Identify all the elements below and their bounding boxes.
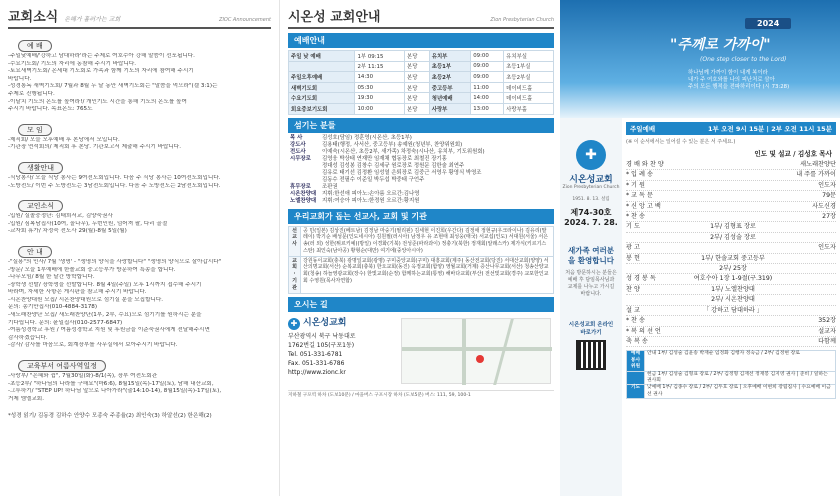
worship-cell: 주일 낮 예배 <box>289 51 355 62</box>
worship-row <box>289 82 554 93</box>
order-item-leader: 내 주를 가까이 <box>796 171 836 179</box>
verse-line: 하나님께 가까이 함이 내게 복이라 <box>688 70 768 76</box>
announcements-label-en: ZIOC Announcement <box>219 17 271 23</box>
address-line: http://www.zionc.kr <box>288 368 346 376</box>
cover-banner <box>560 0 840 118</box>
worship-cell: 유치부 <box>429 51 470 62</box>
church-brand-en: Zion Presbyterian Church <box>562 185 620 190</box>
order-item-leader: 인도자 <box>818 181 836 189</box>
staff-names: 정대성 김성봉 김창수 김세규 원로장로 정원문 김한술 최연주 <box>322 162 465 169</box>
order-item-name: * 입 례 송 <box>626 171 653 179</box>
worship-order-item <box>626 295 836 305</box>
order-item-detail: 2부/ 시온찬양대 <box>711 296 755 304</box>
worship-row <box>289 103 554 114</box>
order-item-detail <box>688 316 778 325</box>
church-info-panel <box>282 0 560 496</box>
worship-cell: 본당 <box>405 82 430 93</box>
announcement-line: 주시기 바랍니다. 목표온도: 765도 <box>8 106 93 113</box>
order-item-leader: 79문 <box>822 192 836 200</box>
staff-row <box>288 149 554 156</box>
worship-cell: 13:00 <box>471 103 504 114</box>
volunteer-category <box>627 371 645 385</box>
theme-title: "주께로 가까이" <box>670 37 771 53</box>
announcement-line: 문의: 송기만집사(010-4884-3178) <box>8 304 98 311</box>
order-item-detail <box>688 337 778 346</box>
section-label: 생활안내 <box>18 162 63 174</box>
order-item-detail <box>688 181 778 190</box>
map-road <box>462 319 466 385</box>
announcement-line: -이달치 기도의 온도를 높여라!/ 개인기도 시간을 통해 기도의 온도를 높여 <box>8 98 187 105</box>
mission-row <box>289 256 554 293</box>
worship-cell: 11:00 <box>471 82 504 93</box>
order-of-worship <box>622 118 840 496</box>
volunteer-row <box>627 351 836 371</box>
announcement-line: 바라며, 자세한 사항은 게시판을 참고해 주시기 바랍니다. <box>8 289 147 296</box>
worship-cell: 주일오후예배 <box>289 72 355 83</box>
announcements-title: 교회소식 <box>8 10 59 25</box>
welcome-subtext: 처음 방문하시는 분들은 예배 후 담임목사님과 교제를 나누고 가시길 바랍니다. <box>565 270 617 297</box>
announcement-line: -토요새벽기도회/ 온세대 기도회로 가족과 함께 기도의 자리에 참여해 주시기 <box>8 68 194 75</box>
order-item-leader: 352장 <box>818 317 836 325</box>
order-item-name <box>626 264 688 273</box>
mission-category: 교회 · 기관 <box>289 256 301 293</box>
staff-names: 김용태(행정, 사서산, 중고등부) 송예원(청년부, 찬양위원회) <box>322 141 463 148</box>
worship-cell: 10:00 <box>355 103 405 114</box>
order-item-detail <box>688 212 778 221</box>
worship-order-list <box>626 160 836 347</box>
order-item-name: * 기 원 <box>626 181 645 189</box>
worship-order-item <box>626 233 836 243</box>
worship-cell: 09:00 <box>471 51 504 62</box>
section-label: 교육부서 여름사역일정 <box>18 360 106 372</box>
announcement-line: -제직회/ 오늘 오후예배 후 본당에서 모입니다. <box>8 136 120 143</box>
qr-code-icon[interactable] <box>576 340 606 370</box>
worship-order-item <box>626 170 836 180</box>
staff-role: 휴무장로 <box>290 184 311 191</box>
section-label: 안 내 <box>18 246 52 258</box>
worship-order-item <box>626 202 836 212</box>
worship-cell: 유치부실 <box>504 51 554 62</box>
order-item-detail: 여호수아 1장 1-9절(구.319) <box>693 275 773 283</box>
staff-role: 목 사 <box>290 134 303 141</box>
worship-cell: 1부 09:15 <box>355 51 405 62</box>
order-item-leader <box>778 285 836 294</box>
service-volunteers-table <box>626 350 836 399</box>
staff-role: 전도사 <box>290 148 306 155</box>
church-logo-icon: ✚ <box>288 318 300 330</box>
staff-row <box>288 156 554 163</box>
address-line: 1762번길 105(구포1동) <box>288 341 355 349</box>
worship-cell: 회요중보기도회 <box>289 103 355 114</box>
staff-row <box>288 142 554 149</box>
founded-date: 1951. 8. 13. 설립 <box>572 197 610 202</box>
worship-cell: 사랑부홀 <box>504 103 554 114</box>
verse-line: 내가 주 여호와를 나의 피난처로 삼아 <box>688 77 775 83</box>
staff-role <box>288 170 320 177</box>
order-item-name: 성 경 봉 독 <box>626 275 656 283</box>
order-item-detail <box>688 191 778 200</box>
worship-leader: 인도 및 설교 / 김성호 목사 <box>754 150 832 158</box>
church-brand: 시온성교회 <box>569 175 613 185</box>
order-item-detail <box>688 170 778 179</box>
mission-list: 강원동이교회(충북) 광명일교회(광명) 구미중앙교회(구미) 대흥교회(제주) 동산전교회(당진) 서대산교회(양양) 서산의명교회(서산) 순복교회(충북) 한오교회(동진) 옥정교회(함양) 영월교회(거제) 증산나무교회(서산) 청송산양교회(청송) 하늘영광교회(장수) 한빛교회(순정) 함께하는교회(통영) 해바다교회(부산) 전선빛교회(경주) 교포한인교회 수영원(목사자연합) <box>301 256 554 293</box>
announcement-section <box>8 239 271 350</box>
directions-block <box>288 314 554 388</box>
worship-cell: 중고등부 <box>429 82 470 93</box>
order-item-leader: 사도신경 <box>812 202 836 210</box>
worship-cell: 05:30 <box>355 82 405 93</box>
map-road <box>402 347 552 351</box>
volunteer-category: 기도 <box>627 385 645 399</box>
staff-names: 이예숙(시온산, 초등2부, 새가족) 차정숙(시나산, 유치부, 기도위원회) <box>322 148 485 155</box>
order-item-detail: 2부/ 25장 <box>719 265 747 273</box>
missions-heading: 우리교회가 돕는 선교사, 교회 및 기관 <box>288 209 554 224</box>
worship-cell: 09:00 <box>471 61 504 72</box>
mission-list: 공 민(일본) 김상진(베트남) 김정남 마숭기(필리핀) 김세현 이진희(우간다) 김정애 정현규(우크라이나) 김유리(말레이) 박기순 배성문(인도네시아) 김원필(러시아) 남정우 유 조현태 최성웅(태국) 서교섭(인도) 서대원(서울) 서은송(러 외) 성한(튀르키예)(방일) 이경화(기북) 전성준(파라과이) 정충기(북한) 정재회(알래스카) 제가식(키르기스스탄) 최인숙(남아공) 황형순(대만) 여기에(중앙아시아) <box>301 226 554 256</box>
announcement-section <box>8 33 271 114</box>
order-item-leader <box>778 233 836 242</box>
worship-cell: 14:00 <box>471 93 504 104</box>
announcement-sections <box>8 33 271 403</box>
cover-sidebar <box>560 118 622 496</box>
order-item-name: 경 배 와 찬 양 <box>626 161 664 168</box>
announcement-line: -그루하기/ "STEP UP! 하나님 앞으로 나아가라"(출14:10-14), 8월15일(목)-17일(토), <box>8 388 222 395</box>
worship-order-item <box>626 316 836 326</box>
map-road <box>493 319 514 385</box>
order-item-name: * 찬 송 <box>626 317 645 325</box>
order-item-detail <box>688 327 778 336</box>
worship-order-item <box>626 327 836 337</box>
order-item-leader <box>778 295 836 304</box>
worship-cell: 데이비드홀 <box>504 93 554 104</box>
volunteer-category: 예배봉사위원 <box>627 351 645 371</box>
announcement-line: -장학생 선발/ 장학생을 선발합니다. 8월 4일(주일) 오후 1시까지 접수해 주시기 <box>8 281 202 288</box>
church-info-title: 시온성 교회안내 <box>288 10 381 25</box>
church-logo-icon: ✚ <box>576 140 606 170</box>
volunteer-names: 헌금 1부/ 김성술 김형표 장로 / 2부/ 김정형 김재선 정재봉 김지영 권사 | 준비 / 일하는 권사회 <box>645 371 836 385</box>
order-item-detail <box>688 160 778 169</box>
sunday-worship-times: 1부 오전 9시 15분 | 2부 오전 11시 15분 <box>708 125 832 133</box>
order-item-name <box>626 295 688 304</box>
worship-cell: 데이비드홀 <box>504 82 554 93</box>
theme-subtitle: (One step closer to the Lord) <box>700 56 787 63</box>
staff-role <box>288 163 320 170</box>
announcement-section <box>8 353 271 403</box>
order-item-leader: 설교자 <box>818 327 836 335</box>
worship-cell: 본당 <box>405 61 430 72</box>
worship-guide-heading: 예배안내 <box>288 33 554 48</box>
announcement-section <box>8 117 271 152</box>
order-item-name <box>626 233 688 242</box>
theme-verse <box>688 70 789 91</box>
worship-order-item <box>626 274 836 284</box>
cover-panel <box>560 0 840 496</box>
worship-cell: 초등1부실 <box>504 61 554 72</box>
announcements-header <box>8 6 271 29</box>
transit-info: 지하철 구포역 하차 (도보10분) / 마을버스 구포시장 하차 (도보5분) 버스: 111, 59, 100-1 <box>288 390 554 398</box>
staff-names: 조판권 <box>322 184 338 191</box>
announcement-line: -입원/ 심복남집사(10여, 꼴나무), 두번인원, 넘어져 팔, 다리 골절 <box>8 220 168 227</box>
location-map <box>401 318 551 384</box>
order-item-name: 기 도 <box>626 223 640 231</box>
sunday-worship-bar <box>626 122 836 135</box>
order-item-leader <box>778 254 836 263</box>
worship-cell: 초등1부 <box>429 61 470 72</box>
announcement-line: -여름성경학교 후원 / 여름성경학교 지원 및 후원금을 이준숙권사에게 전달해주시면 <box>8 327 210 334</box>
order-item-name: 설 교 <box>626 306 640 314</box>
announcement-section <box>8 155 271 190</box>
church-location-pin-icon <box>476 355 484 363</box>
order-item-detail <box>688 202 778 211</box>
worship-schedule-table <box>288 50 554 115</box>
order-item-name: * 찬 송 <box>626 213 645 221</box>
order-item-leader <box>778 274 836 283</box>
order-item-leader: 인도자 <box>818 244 836 252</box>
missions-table <box>288 226 554 294</box>
order-item-leader: 다함께 <box>818 337 836 345</box>
worship-row <box>289 72 554 83</box>
worship-order-item <box>626 254 836 264</box>
order-item-name: 봉 헌 <box>626 254 640 262</box>
staff-role: 강도사 <box>290 141 306 148</box>
section-label: 교인소식 <box>18 200 63 212</box>
announcement-line: -노방전도/ 이번 주 노방전도는 3남전도회입니다. 다음 주 노방전도는 2남전도회입니다. <box>8 182 221 189</box>
worship-row <box>289 51 554 62</box>
order-item-leader <box>778 264 836 273</box>
announcements-panel <box>0 0 280 496</box>
order-item-leader <box>778 222 836 231</box>
announcement-line: -기관장 연석회의/ 제직회 후 본당. 기관보고서 제출해 주시기 바랍니다. <box>8 144 181 151</box>
staff-names: 김성호(담임) 정훈영(시온산, 초등1부) <box>322 134 412 141</box>
order-item-name: 찬 양 <box>626 285 640 293</box>
worship-cell: 초등2부실 <box>504 72 554 83</box>
announcement-line: -성경통독 새벽기도회/ 7월과 8월 두 달 동안 새벽기도회는 "말씀을 먹으라"(겔 3:1)는 <box>8 83 218 90</box>
order-item-name: * 복 의 선 언 <box>626 327 661 335</box>
worship-order-item <box>626 337 836 347</box>
order-item-leader: 새노래찬양단 <box>800 161 836 168</box>
bulletin-date: 2024. 7. 28. <box>564 218 618 227</box>
order-item-name: * 교 독 문 <box>626 192 653 200</box>
announcement-section <box>8 193 271 236</box>
worship-order-item <box>626 285 836 295</box>
announcement-line: -입원/ 실졸중정단: 김태희서교, 김양숙권사 <box>8 213 113 220</box>
announcement-line: -나무모임/ 8월 한 달간 방학합니다. <box>8 274 95 281</box>
worship-order-item <box>626 306 836 316</box>
order-item-name: 축 복 송 <box>626 337 648 345</box>
staff-names: 김동수 전필수 이준일 박두섭 박중태 구언주 <box>322 177 425 184</box>
bible-reading-note: *성경 읽기/ 김동경 김하수 안양수 모종숙 주종율(2) 최인숙(3) 하알선(2) 한은해(2) <box>8 413 212 420</box>
worship-cell: 청년예배 <box>429 93 470 104</box>
standing-note: (※ 이 순서에서는 일어설 수 있는 분은 서 주세요.) <box>626 139 736 145</box>
announcement-line: 감사하겠습니다. <box>8 334 48 341</box>
map-church-name: 시온성교회 <box>303 318 347 329</box>
volunteer-row <box>627 371 836 385</box>
staff-names: 김영웅 박상태 연재만 임재채 협동장로 최철진 장기홍 <box>322 155 447 162</box>
worship-cell: 본당 <box>405 103 430 114</box>
church-info-header <box>288 6 554 29</box>
worship-order-item <box>626 264 836 274</box>
worship-cell: 본당 <box>405 51 430 62</box>
staff-names: 김유로 태기선 김정환 임성열 은퇴장로 김중근 서영우 황영식 박영조 <box>322 170 482 177</box>
worship-row <box>289 61 554 72</box>
announcement-line: 기다립니다. 문의: 윤일집사(010-2577-6847) <box>8 319 123 326</box>
staff-row <box>288 198 554 205</box>
announcement-line: 주제로 진행됩니다. <box>8 90 55 97</box>
order-item-detail <box>688 243 778 252</box>
staff-names: 지휘:여승아 피아노:한정원 오르간:황지원 <box>322 198 420 205</box>
issue-number: 제74-30호 <box>570 208 612 217</box>
staff-names: 지휘:한선애 피아노:손아름 오르간:김나영 <box>322 191 420 198</box>
announcement-line: -감사/ 감사를 마음으로, 회계장부를 사무실에서 보아주시기 바랍니다. <box>8 342 178 349</box>
announcement-line: -식당봉사/ 오늘 식당 봉사는 9여전도회입니다. 다음 주 식당 봉사는 10여전도회입니다. <box>8 174 221 181</box>
address-line: Tel. 051-331-6781 <box>288 350 343 358</box>
order-item-detail: 1부/ 한솔교회 중고등부 <box>701 254 765 262</box>
announcements-subtitle: 은혜가 흘러가는 교회 <box>64 16 121 23</box>
worship-cell: 09:00 <box>471 72 504 83</box>
worship-order-item <box>626 160 836 170</box>
worship-order-item <box>626 212 836 222</box>
announcement-line: -수요기도회/ 기도의 자리에 동참해 주시기 바랍니다. <box>8 60 137 67</box>
address-line: 부산광역시 북구 낙동대로 <box>288 332 356 340</box>
announcement-line: -"실용"의 인사/ 7월 '생명' - "생명의 양식을 사랑합니다" "생명의 양식으로 살아갑시다" <box>8 258 222 265</box>
announcement-line: -방문/ 오늘 1부예배에 한솔교회 중고등부가 방문하여 특송을 합니다. <box>8 266 176 273</box>
announcement-line: -주일낮예배/'강하고 담대하라'라는 주제로 여호수아 강해 말씀이 선포됩니다. <box>8 53 195 59</box>
staff-table <box>288 135 554 206</box>
staff-role: 시무장로 <box>290 155 311 162</box>
year-badge: 2024 <box>745 18 791 29</box>
mission-row <box>289 226 554 256</box>
order-item-detail: 1부/ 김형표 장로 <box>710 223 756 231</box>
section-label: 예 배 <box>18 40 52 52</box>
order-item-leader: 27장 <box>822 213 836 221</box>
order-item-detail: 1부/ 노엘찬양대 <box>711 285 755 293</box>
volunteer-names: 안내 1부/ 김성술 김윤송 박재순 임정화 김행자 정숙금 / 2부/ 김정현 장로 <box>645 351 836 371</box>
worship-cell: 초등2부 <box>429 72 470 83</box>
order-item-name: * 신 앙 고 백 <box>626 202 661 210</box>
announcement-line: -교자회 휴가/ 차정숙 전도사 29(월)-8월 5일(월) <box>8 228 127 235</box>
announcement-line: -시온찬양대원 모집/ 시온찬양대원으로 섬기실 분을 모집합니다. <box>8 296 164 303</box>
worship-order-item <box>626 222 836 232</box>
sunday-worship-label: 주일예배 <box>630 125 656 133</box>
section-label: 모 임 <box>18 124 52 136</box>
worship-cell: 19:30 <box>355 93 405 104</box>
volunteer-row <box>627 385 836 399</box>
online-link-label: 시온성교회 온라인 바로가기 <box>568 322 614 336</box>
staff-role: 노엘찬양대 <box>290 198 317 205</box>
announcement-line: -초등2부/ "하나님의 나라를 구해요"(마6:6), 8월15일(목)-17일(토), 남해 내산교회, <box>8 380 214 387</box>
worship-order-item <box>626 181 836 191</box>
verse-line: 주의 모든 행적을 전파하리이다 (시 73:28) <box>688 84 790 90</box>
address-block <box>288 314 392 388</box>
worship-order-item <box>626 191 836 201</box>
announcement-line: -사랑부/ "은혜와 쉼", 7월30일(화)-8/1(목), 장부 여전도회관 <box>8 373 158 380</box>
worship-cell: 14:30 <box>355 72 405 83</box>
announcement-line: 거제 엠엘교회. <box>8 395 44 402</box>
welcome-message: 새가족 여러분을 환영합니다 <box>567 246 615 265</box>
worship-cell: 수요기도회 <box>289 93 355 104</box>
order-item-detail: 2부/ 김성술 장로 <box>710 233 756 241</box>
worship-order-item <box>626 243 836 253</box>
staff-row <box>288 163 554 170</box>
worship-cell: 새벽기도회 <box>289 82 355 93</box>
announcement-line: 바랍니다. <box>8 75 32 82</box>
worship-cell <box>289 61 355 72</box>
directions-heading: 오시는 길 <box>288 297 554 312</box>
order-item-leader <box>778 306 836 315</box>
volunteer-names: 낮예배 1부/ 김종수 장로 / 2부/ 김두호 장로 | 오후예배 이현희 장립집사 | 수요예배 이금선 권사 <box>645 385 836 399</box>
map-logo <box>288 318 392 330</box>
address-line: Fax. 051-331-6786 <box>288 359 345 367</box>
worship-row <box>289 93 554 104</box>
order-item-detail: 「 강하고 담대하라 」 <box>702 306 764 314</box>
staff-heading: 섬기는 분들 <box>288 118 554 133</box>
church-info-label-en: Zion Presbyterian Church <box>490 17 554 23</box>
worship-cell: 사랑부 <box>429 103 470 114</box>
worship-cell: 2부 11:15 <box>355 61 405 72</box>
worship-cell: 본당 <box>405 72 430 83</box>
worship-cell: 본당 <box>405 93 430 104</box>
staff-role: 시온찬양대 <box>290 191 317 198</box>
mission-category: 선교사 <box>289 226 301 256</box>
order-item-name: 광 고 <box>626 244 640 252</box>
announcement-line: -새노래찬양단 모집/ 새노래찬양단(1부, 2부, 수요)으로 섬기기를 원하시는 분을 <box>8 312 202 319</box>
staff-row <box>288 135 554 142</box>
address-lines <box>288 332 392 377</box>
